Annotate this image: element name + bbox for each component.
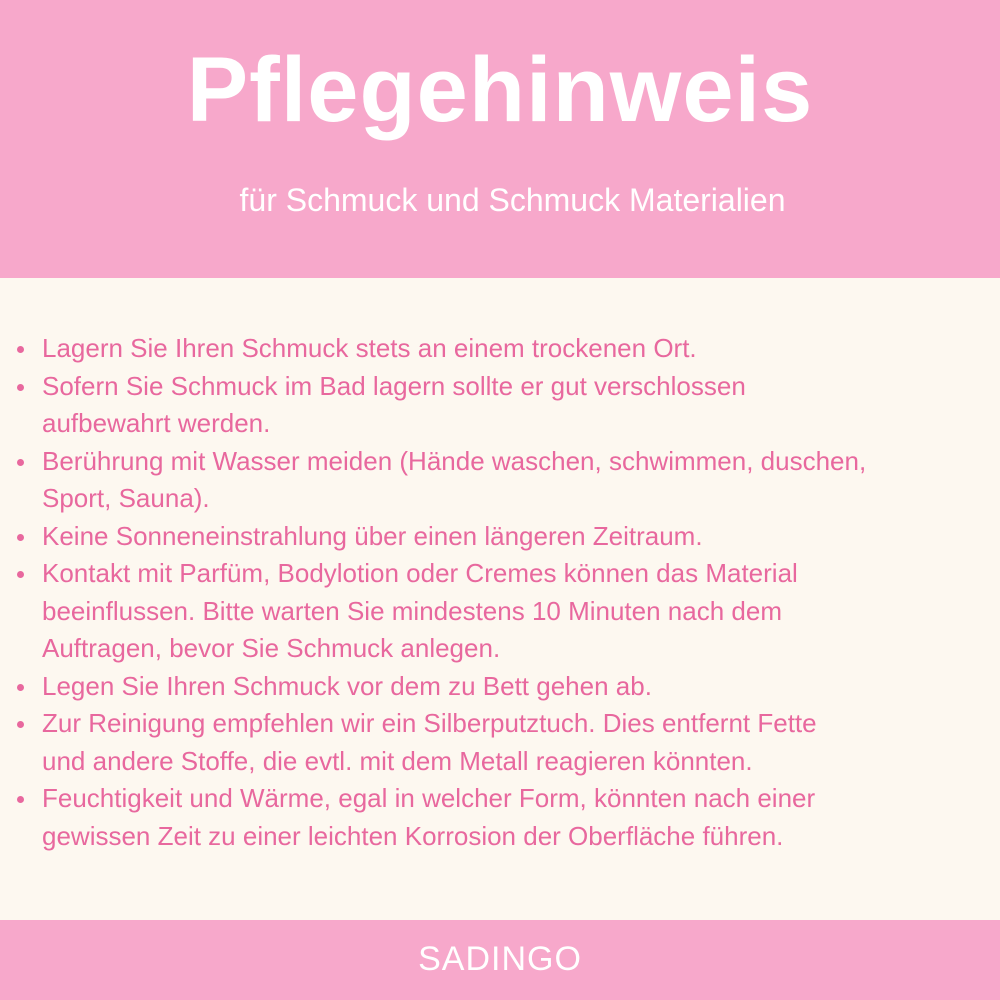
list-item-text: und andere Stoffe, die evtl. mit dem Metall reagieren könnten. [42,745,753,776]
list-item-text: Auftragen, bevor Sie Schmuck anlegen. [42,633,501,663]
list-item-text: Sport, Sauna). [42,483,210,513]
list-item [0,780,1000,855]
list-item-text: Kontakt mit Parfüm, Bodylotion oder Cremes können das Material [42,558,798,588]
list-item-text: Zur Reinigung empfehlen wir ein Silberputztuch. Dies entfernt Fette [42,708,817,738]
list-item [0,518,1000,556]
bullet-icon [17,459,24,466]
bullet-icon [17,721,24,728]
list-item-text: Lagern Sie Ihren Schmuck stets an einem trockenen Ort. [42,333,697,363]
list-item-text: Berührung mit Wasser meiden (Hände waschen, schwimmen, duschen, [42,445,867,476]
list-item-text: Feuchtigkeit und Wärme, egal in welcher Form, könnten nach einer [42,783,816,813]
list-item [0,443,1000,518]
bullet-icon [17,571,24,578]
list-item-text: Legen Sie Ihren Schmuck vor dem zu Bett gehen ab. [42,670,652,701]
list-item-text: gewissen Zeit zu einer leichten Korrosion der Oberfläche führen. [42,820,784,851]
bullet-icon [17,384,24,391]
brand-name: SADINGO [418,940,582,978]
list-item [0,668,1000,706]
list-item-text: aufbewahrt werden. [42,408,271,438]
bullet-icon [17,346,24,353]
list-item [0,330,1000,368]
list-item-text: beeinflussen. Bitte warten Sie mindestens 10 Minuten nach dem [42,595,782,626]
footer-band [0,920,1000,1000]
list-item [0,705,1000,780]
bullet-icon [17,684,24,691]
list-item [0,368,1000,443]
header-band [0,0,1000,278]
bullet-icon [17,796,24,803]
bullet-icon [17,534,24,541]
page-title: Pflegehinweis [186,39,814,141]
care-instructions-list [0,330,1000,855]
page-subtitle: für Schmuck und Schmuck Materialien [239,182,786,218]
list-item-text: Keine Sonneneinstrahlung über einen längeren Zeitraum. [42,520,703,551]
list-item-text: Sofern Sie Schmuck im Bad lagern sollte er gut verschlossen [42,370,746,401]
list-item [0,555,1000,668]
